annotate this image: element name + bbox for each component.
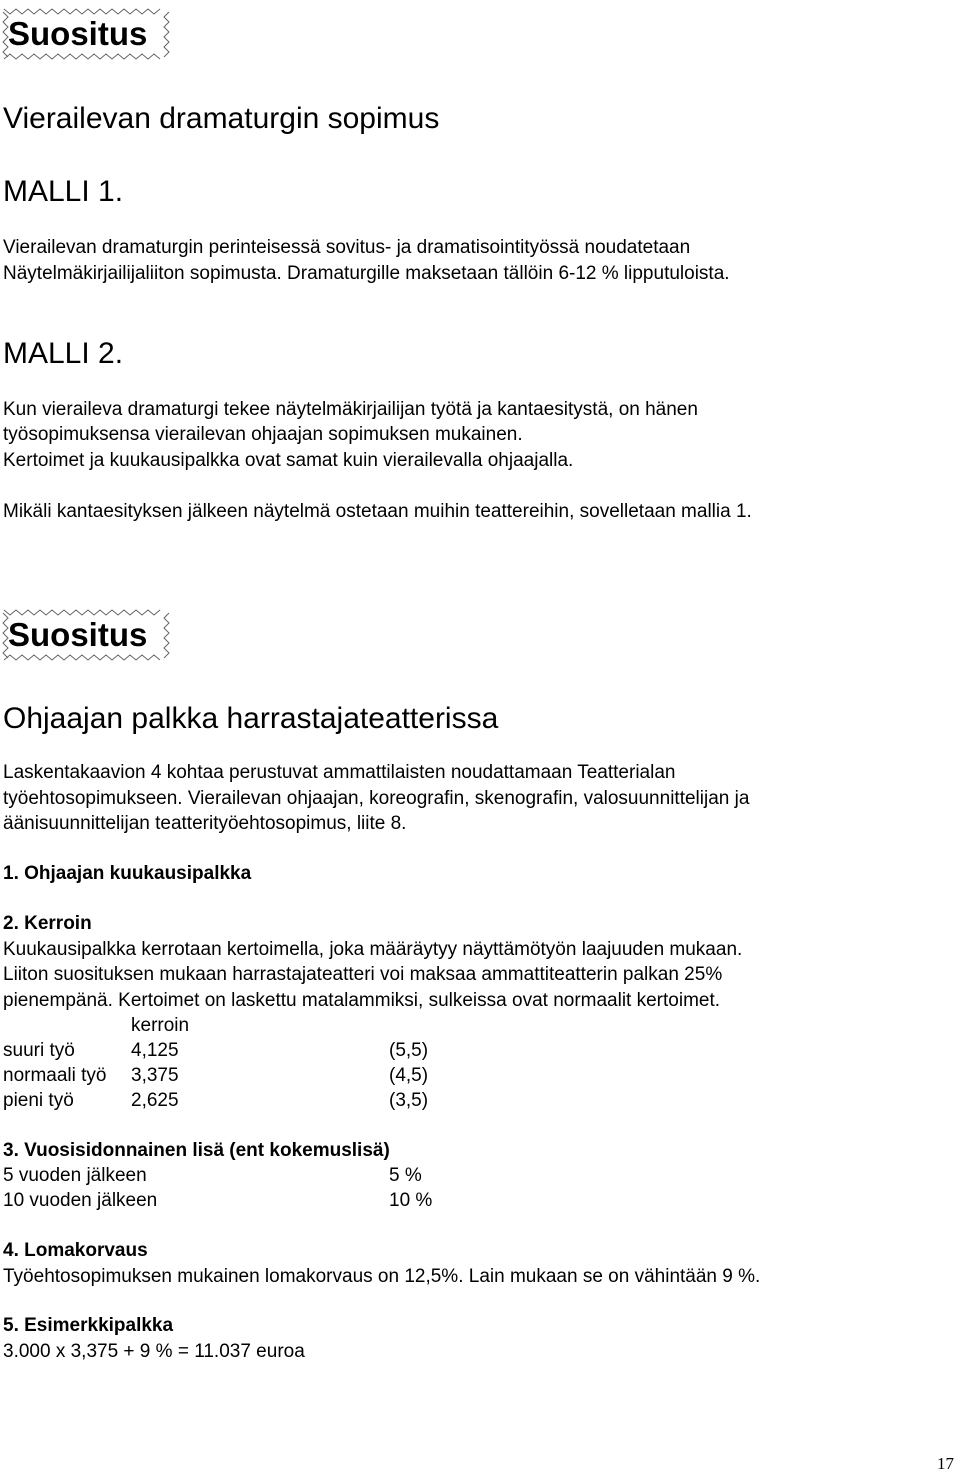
malli-2-note: Mikäli kantaesityksen jälkeen näytelmä ostetaan muihin teattereihin, sovelletaan mallia 1. (3, 501, 752, 522)
badge-label: Suositus (8, 616, 148, 653)
work-size-label: pieni työ (3, 1090, 74, 1111)
badge-label: Suositus (8, 15, 148, 52)
section-4-heading: 4. Lomakorvaus (3, 1240, 148, 1261)
work-size-label: normaali työ (3, 1065, 107, 1086)
malli-1-text-line: Näytelmäkirjailijaliiton sopimusta. Dramaturgille maksetaan tällöin 6-12 % lipputuloista. (3, 263, 730, 284)
normal-coefficient: (3,5) (389, 1090, 429, 1111)
normal-coefficient: (5,5) (389, 1040, 429, 1061)
section-title-dramaturgi: Vierailevan dramaturgin sopimus (3, 102, 440, 135)
seniority-value: 5 % (389, 1165, 422, 1186)
malli-2-text-line: työsopimuksensa vierailevan ohjaajan sopimuksen mukainen. (3, 424, 523, 445)
seniority-label: 5 vuoden jälkeen (3, 1165, 147, 1186)
coefficient-value: 2,625 (131, 1090, 179, 1111)
section-2-text-line: Kuukausipalkka kerrotaan kertoimella, joka määräytyy näyttämötyön laajuuden mukaan. (3, 939, 743, 960)
work-size-label: suuri työ (3, 1040, 75, 1061)
intro-line: työehtosopimukseen. Vierailevan ohjaajan, koreografin, skenografin, valosuunnittelijan ja (3, 788, 750, 809)
normal-coefficient: (4,5) (389, 1065, 429, 1086)
coefficient-value: 4,125 (131, 1040, 179, 1061)
section-3-heading: 3. Vuosisidonnainen lisä (ent kokemuslisä) (3, 1140, 390, 1161)
section-5-heading: 5. Esimerkkipalkka (3, 1315, 174, 1336)
intro-line: Laskentakaavion 4 kohtaa perustuvat ammattilaisten noudattamaan Teatterialan (3, 762, 676, 783)
intro-line: äänisuunnittelijan teatterityöehtosopimus, liite 8. (3, 813, 407, 834)
coefficient-value: 3,375 (131, 1065, 179, 1086)
suositus-badge-top (0, 2, 172, 66)
seniority-label: 10 vuoden jälkeen (3, 1190, 158, 1211)
page-number: 17 (937, 1454, 954, 1473)
suositus-badge-bottom (0, 603, 172, 667)
section-2-heading: 2. Kerroin (3, 913, 92, 934)
section-5-text: 3.000 x 3,375 + 9 % = 11.037 euroa (3, 1341, 305, 1362)
seniority-value: 10 % (389, 1190, 433, 1211)
section-2-text-line: pienempänä. Kertoimet on laskettu matalammiksi, sulkeissa ovat normaalit kertoimet. (3, 990, 721, 1011)
malli-1-heading: MALLI 1. (3, 175, 124, 208)
malli-1-text-line: Vierailevan dramaturgin perinteisessä sovitus- ja dramatisointityössä noudatetaan (3, 237, 691, 258)
section-1-heading: 1. Ohjaajan kuukausipalkka (3, 863, 252, 884)
malli-2-text-line: Kun vieraileva dramaturgi tekee näytelmäkirjailijan työtä ja kantaesitystä, on hänen (3, 399, 698, 420)
malli-2-text-line: Kertoimet ja kuukausipalkka ovat samat kuin vierailevalla ohjaajalla. (3, 450, 574, 471)
section-2-text-line: Liiton suosituksen mukaan harrastajateatteri voi maksaa ammattiteatterin palkan 25% (3, 964, 723, 985)
malli-2-heading: MALLI 2. (3, 337, 124, 370)
section-title-ohjaaja: Ohjaajan palkka harrastajateatterissa (3, 702, 499, 735)
coefficient-header: kerroin (131, 1015, 190, 1036)
section-4-text: Työehtosopimuksen mukainen lomakorvaus on 12,5%. Lain mukaan se on vähintään 9 %. (3, 1266, 761, 1287)
